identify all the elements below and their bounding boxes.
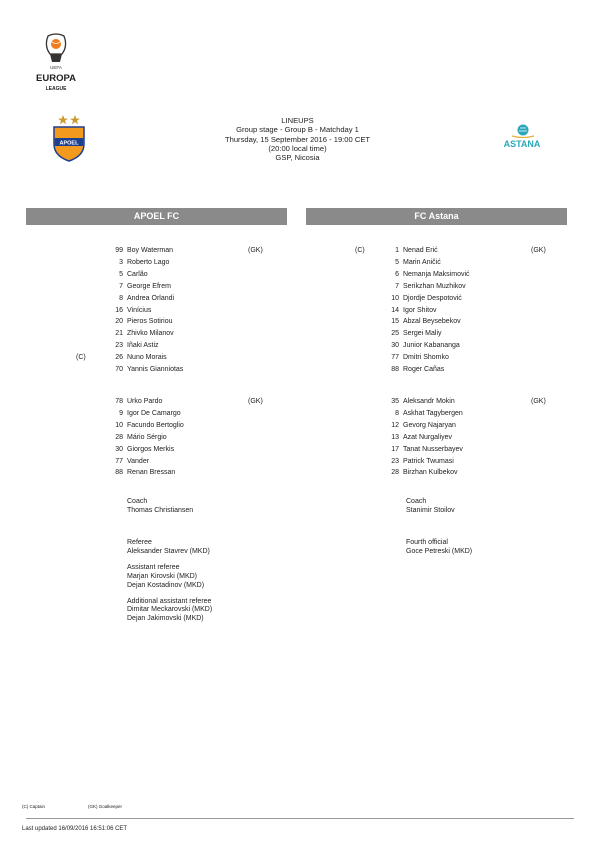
legend-captain: (C) Captain	[22, 804, 46, 809]
home-team-header: APOEL FC	[26, 208, 287, 225]
shirt-number: 15	[391, 318, 399, 326]
captain-tag: (C)	[355, 247, 365, 254]
player-name: Vander	[127, 457, 150, 465]
shirt-number: 30	[391, 342, 399, 350]
player-name: Nemanja Maksimović	[403, 270, 470, 278]
player-name: Nenad Erić	[403, 247, 438, 254]
page-title: LINEUPS	[281, 116, 314, 125]
player-name: Djordje Despotović	[403, 294, 462, 302]
footer-divider	[26, 818, 574, 819]
player-name: Facundo Bertoglio	[127, 421, 184, 429]
player-name: Giorgos Merkis	[127, 445, 175, 453]
date-line: Thursday, 15 September 2016 - 19:00 CET	[224, 134, 371, 144]
shirt-number: 88	[391, 366, 399, 373]
player-name: Iñaki Astiz	[127, 342, 159, 350]
assistant-referee-2: Dejan Kostadinov (MKD)	[127, 582, 205, 589]
player-name: Askhat Tagybergen	[403, 409, 463, 417]
shirt-number: 5	[119, 270, 123, 278]
local-time-line: (20:00 local time)	[268, 143, 327, 153]
shirt-number: 10	[391, 294, 399, 302]
player-name: Azat Nurgaliyev	[403, 433, 453, 441]
shirt-number: 88	[115, 469, 123, 477]
player-name: Abzal Beysebekov	[403, 318, 461, 326]
europa-text: EUROPA	[36, 73, 76, 84]
player-name: Dmitri Shomko	[403, 354, 449, 362]
uefa-text: UEFA	[50, 65, 62, 70]
player-name: Urko Pardo	[127, 398, 163, 405]
player-name: Aleksandr Mokin	[403, 398, 455, 405]
player-name: Renan Bressan	[127, 469, 176, 477]
shirt-number: 13	[391, 433, 399, 441]
shirt-number: 20	[115, 318, 123, 326]
player-name: Nuno Morais	[127, 354, 167, 362]
shirt-number: 77	[115, 457, 123, 465]
player-name: Sergei Maliy	[403, 330, 442, 338]
player-name: Carlão	[127, 270, 148, 278]
shirt-number: 30	[115, 445, 123, 453]
player-name: Igor De Camargo	[127, 409, 181, 417]
match-header	[0, 116, 595, 162]
player-name: Gevorg Najaryan	[403, 421, 456, 429]
player-name: George Efrem	[127, 282, 171, 290]
player-name: Junior Kabananga	[403, 342, 460, 350]
fourth-official-label: Fourth official	[406, 539, 448, 546]
shirt-number: 5	[395, 258, 399, 266]
referee-name: Aleksander Stavrev (MKD)	[127, 548, 210, 555]
shirt-number: 6	[395, 270, 399, 278]
player-name: Tanat Nusserbayev	[403, 445, 463, 453]
goalkeeper-tag: (GK)	[531, 398, 546, 405]
shirt-number: 12	[391, 421, 399, 429]
player-name: Roberto Lago	[127, 258, 170, 266]
shirt-number: 77	[391, 354, 399, 362]
player-name: Yannis Gianniotas	[127, 366, 184, 373]
player-name: Patrick Twumasi	[403, 457, 454, 465]
shirt-number: 70	[115, 366, 123, 373]
last-updated: Last updated 16/09/2016 16:51:06 CET	[22, 826, 128, 832]
shirt-number: 26	[115, 354, 123, 362]
additional-assistant-label: Additional assistant referee	[127, 598, 212, 605]
shirt-number: 7	[395, 282, 399, 290]
player-name: Serikzhan Muzhikov	[403, 282, 466, 290]
stage-line: Group stage - Group B - Matchday 1	[236, 125, 359, 135]
legend-goalkeeper: (GK) Goalkeeper	[88, 804, 123, 809]
goalkeeper-tag: (GK)	[248, 398, 263, 405]
captain-tag: (C)	[76, 354, 86, 362]
shirt-number: 21	[115, 330, 123, 338]
goalkeeper-tag: (GK)	[248, 247, 263, 254]
referee-label: Referee	[127, 539, 152, 546]
home-coach-name: Thomas Christiansen	[127, 507, 194, 514]
additional-assistant-2: Dejan Jakimovski (MKD)	[127, 615, 204, 622]
shirt-number: 16	[115, 306, 123, 314]
player-name: Zhivko Milanov	[127, 330, 174, 338]
shirt-number: 3	[119, 258, 123, 266]
additional-assistant-1: Dimitar Meckarovski (MKD)	[127, 606, 213, 613]
apoel-crest-text: APOEL	[59, 140, 79, 147]
venue-line: GSP, Nicosia	[275, 153, 320, 163]
player-name: Vinícius	[127, 306, 152, 314]
player-name: Andrea Orlandi	[127, 294, 175, 302]
shirt-number: 23	[115, 342, 123, 350]
assistant-referee-1: Marjan Kirovski (MKD)	[127, 573, 198, 580]
home-coach-label: Coach	[127, 498, 148, 505]
shirt-number: 7	[119, 282, 123, 290]
shirt-number: 9	[119, 409, 123, 417]
player-name: Igor Shitov	[403, 306, 437, 314]
shirt-number: 1	[395, 247, 399, 254]
away-coach-name: Stanimir Stoilov	[406, 507, 455, 514]
shirt-number: 28	[115, 433, 123, 441]
shirt-number: 8	[395, 409, 399, 417]
shirt-number: 8	[119, 294, 123, 302]
shirt-number: 10	[115, 421, 123, 429]
shirt-number: 25	[391, 330, 399, 338]
player-name: Birzhan Kulbekov	[403, 469, 458, 477]
player-name: Mário Sérgio	[127, 433, 167, 441]
shirt-number: 78	[115, 398, 123, 405]
shirt-number: 14	[391, 306, 399, 314]
player-name: Boy Waterman	[127, 247, 174, 254]
away-team-header: FC Astana	[306, 208, 567, 225]
shirt-number: 99	[115, 247, 123, 254]
shirt-number: 17	[391, 445, 399, 453]
europa-league-logo	[28, 32, 84, 98]
assistant-referee-label: Assistant referee	[127, 564, 180, 571]
player-name: Pieros Sotiriou	[127, 318, 173, 326]
league-text: LEAGUE	[45, 86, 67, 92]
shirt-number: 28	[391, 469, 399, 477]
player-name: Marin Aničić	[403, 258, 441, 266]
player-name: Roger Cañas	[403, 366, 445, 373]
astana-crest-text: ASTANA	[503, 139, 541, 149]
goalkeeper-tag: (GK)	[531, 247, 546, 254]
away-coach-label: Coach	[406, 498, 427, 505]
fourth-official-name: Goce Petreski (MKD)	[406, 548, 473, 555]
shirt-number: 23	[391, 457, 399, 465]
shirt-number: 35	[391, 398, 399, 405]
